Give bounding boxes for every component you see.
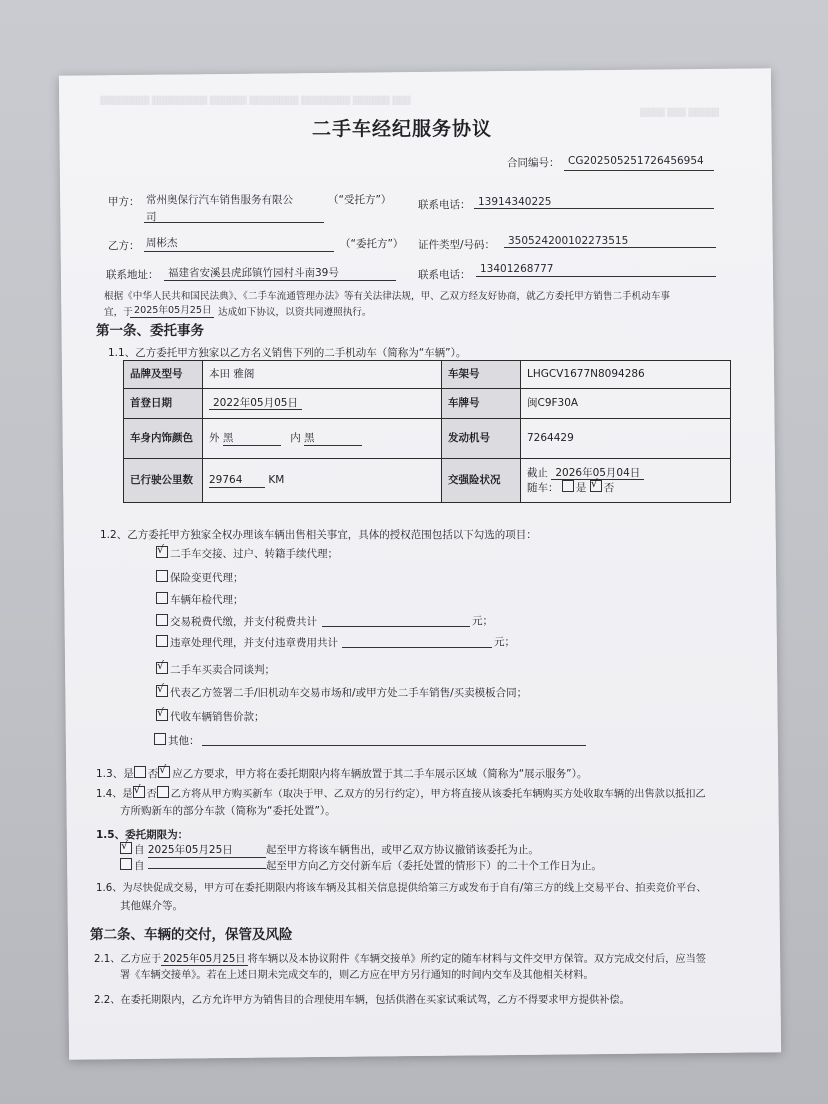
insurance-yes-label: 是 — [575, 481, 587, 494]
reg-date-label: 首登日期 — [124, 389, 203, 419]
auth-checkbox-6[interactable] — [156, 662, 168, 674]
clause-1-3-no-label: 否 — [147, 768, 159, 780]
party-b-address: 福建省安溪县虎邱镇竹园村斗南39号 — [168, 267, 339, 279]
party-a-phone-label: 联系电话： — [418, 199, 471, 211]
interior-value: 黑 — [304, 432, 362, 446]
auth-checkbox-4[interactable] — [156, 614, 168, 626]
auth-item-1-label: 二手车交接、过户、转籍手续代理； — [170, 548, 338, 560]
clause-1-1: 1.1、乙方委托甲方独家以乙方名义销售下列的二手机动车（简称为“车辆”）。 — [108, 347, 467, 359]
mileage-unit: KM — [268, 473, 285, 486]
auth-item-9 — [154, 733, 200, 748]
underline — [130, 317, 214, 318]
auth-item-4-label: 交易税费代缴，并支付税费共计 — [170, 616, 317, 628]
party-b-id-label: 证件类型/号码： — [418, 239, 496, 251]
term-option-1-text: 起至甲方将该车辆售出，或甲乙双方协议撤销该委托为止。 — [265, 844, 539, 856]
insurance-until-label: 截止 — [527, 466, 548, 479]
auth-checkbox-2[interactable] — [156, 570, 168, 582]
clause-1-4-yes-checkbox[interactable] — [133, 786, 145, 798]
intro-date: 2025年05月25日 — [134, 305, 212, 316]
auth-item-1 — [156, 546, 338, 561]
party-a-role: （“受托方”） — [328, 194, 392, 206]
clause-1-5-title: 1.5、委托期限为： — [96, 829, 189, 841]
contract-number: CG202505251726456954 — [568, 155, 704, 167]
brand-label: 品牌及型号 — [124, 361, 203, 389]
auth-item-6 — [156, 662, 275, 677]
color-cell — [203, 419, 442, 459]
term-option-2-pre: 自 — [134, 860, 145, 872]
mileage-label: 已行驶公里数 — [124, 459, 203, 503]
party-a-name-line2: 司 — [146, 211, 157, 223]
clause-2-1-line1-post: 将车辆以及本协议附件《车辆交接单》所约定的随车材料与文件交甲方保管。双方完成交付后，应当签 — [247, 954, 706, 965]
clause-1-4 — [96, 786, 706, 802]
intro-line1: 根据《中华人民共和国民法典》、《二手车流通管理办法》等有关法律法规，甲、乙双方经友好协商，就乙方委托甲方销售二手机动车事 — [104, 291, 671, 302]
exterior-label: 外 — [209, 431, 220, 444]
party-b-phone-label: 联系电话： — [418, 269, 471, 281]
page-title: 二手车经纪服务协议 — [312, 118, 493, 140]
clause-1-2-intro: 1.2、乙方委托甲方独家全权办理该车辆出售相关事宜，具体的授权范围包括以下勾选的项目： — [100, 529, 537, 541]
auth-item-2-label: 保险变更代理； — [170, 572, 244, 584]
reg-date-cell — [203, 389, 442, 419]
term-option-2-date-blank[interactable] — [148, 868, 266, 869]
party-b-address-label: 联系地址： — [106, 269, 159, 281]
auth-item-6-label: 二手车买卖合同谈判； — [170, 664, 275, 676]
auth-checkbox-7[interactable] — [156, 685, 168, 697]
section1-title: 第一条、委托事务 — [96, 323, 204, 339]
auth-item-3 — [156, 592, 244, 607]
clause-2-1-line2: 署《车辆交接单》。若在上述日期未完成交车的，则乙方应在甲方另行通知的时间内交车及其他相关材料。 — [120, 970, 594, 981]
term-option-2 — [120, 858, 602, 873]
clause-2-1-line1 — [94, 953, 706, 967]
underline — [504, 247, 716, 248]
term-option-2-checkbox[interactable] — [120, 858, 132, 870]
clause-1-6-line1: 1.6、为尽快促成交易，甲方可在委托期限内将该车辆及其相关信息提供给第三方或发布于自有/第三方的线上交易平台、拍卖竞价平台、 — [96, 883, 707, 894]
intro-line2-post: 达成如下协议，以资共同遵照执行。 — [218, 307, 372, 318]
clause-2-2: 2.2、在委托期限内，乙方允许甲方为销售目的合理使用车辆，包括供潜在买家试乘试驾，乙方不得要求甲方提供补偿。 — [94, 995, 630, 1006]
insurance-yes-checkbox[interactable] — [562, 480, 574, 492]
yuan-label: 元； — [472, 615, 493, 627]
intro-line2-pre: 宜，于 — [104, 307, 133, 318]
party-b-name: 周彬杰 — [146, 237, 178, 249]
vin-value: LHGCV1677N8094286 — [521, 361, 731, 389]
section2-title: 第二条、车辆的交付，保管及风险 — [90, 927, 293, 943]
auth-checkbox-9[interactable] — [154, 733, 166, 745]
underline — [202, 745, 586, 746]
underline — [564, 170, 714, 171]
contract-number-label: 合同编号： — [507, 157, 560, 169]
auth-item-4 — [156, 614, 317, 629]
underline — [476, 276, 716, 277]
auth-item-8-label: 代收车辆销售价款； — [170, 711, 265, 723]
auth-item-2 — [156, 570, 244, 585]
party-b-phone: 13401268777 — [480, 263, 554, 275]
clause-1-3-yes-label: 是 — [123, 768, 134, 780]
auth-item-9-label: 其他： — [168, 735, 200, 747]
underline — [144, 251, 334, 252]
clause-1-6-line2: 其他媒介等。 — [120, 900, 183, 912]
auth-checkbox-8[interactable] — [156, 709, 168, 721]
party-a-label: 甲方： — [108, 196, 140, 208]
vehicle-table — [123, 360, 731, 503]
clause-2-1-pre: 2.1、乙方应于 — [94, 954, 162, 965]
underline — [144, 222, 324, 223]
mileage-value: 29764 — [209, 474, 265, 488]
auth-item-3-label: 车辆年检代理； — [170, 594, 244, 606]
exterior-value: 黑 — [223, 432, 281, 446]
term-option-1 — [120, 842, 539, 858]
auth-item-7 — [156, 685, 527, 700]
clause-2-1-date: 2025年05月25日 — [163, 954, 246, 965]
engine-value: 7264429 — [521, 419, 731, 459]
auth-item-5 — [156, 635, 338, 650]
party-a-name-line1: 常州奥保行汽车销售服务有限公 — [146, 194, 293, 206]
party-b-id: 350524200102273515 — [508, 235, 629, 247]
plate-value: 闽C9F30A — [521, 389, 731, 419]
insurance-no-label: 否 — [603, 481, 615, 494]
underline — [474, 208, 714, 209]
underline — [164, 280, 396, 281]
clause-1-3-num: 1.3、 — [96, 768, 124, 780]
clause-1-4-num: 1.4、 — [96, 789, 123, 800]
insurance-cell — [521, 459, 731, 503]
yuan-label: 元； — [494, 636, 515, 648]
party-a-phone: 13914340225 — [478, 196, 552, 208]
auth-item-5-label: 违章处理代理，并支付违章费用共计 — [170, 637, 338, 649]
auth-item-7-label: 代表乙方签署二手/旧机动车交易市场和/或甲方处二手车销售/买卖模板合同； — [170, 687, 528, 699]
insurance-label: 交强险状况 — [442, 459, 521, 503]
insurance-no-checkbox[interactable] — [590, 480, 602, 492]
clause-1-3-text: 应乙方要求，甲方将在委托期限内将车辆放置于其二手车展示区域（简称为“展示服务”）。 — [172, 768, 588, 780]
party-b-role: （“委托方”） — [340, 238, 404, 250]
term-option-1-pre: 自 — [134, 844, 145, 856]
underline — [342, 647, 492, 648]
insurance-until-value: 2026年05月04日 — [551, 467, 644, 480]
auth-checkbox-3[interactable] — [156, 592, 168, 604]
vin-label: 车架号 — [442, 361, 521, 389]
term-option-2-text: 起至甲方向乙方交付新车后（委托处置的情形下）的二十个工作日为止。 — [265, 860, 602, 872]
reg-date-value: 2022年05月05日 — [209, 397, 302, 410]
plate-label: 车牌号 — [442, 389, 521, 419]
term-option-1-checkbox[interactable] — [120, 842, 132, 854]
clause-1-4-yes-label: 是 — [122, 789, 133, 800]
clause-1-4-line1: 乙方将从甲方购买新车（取决于甲、乙双方的另行约定），甲方将直接从该委托车辆购买方处收取车辆的出售款以抵扣乙 — [170, 789, 706, 800]
mileage-cell — [203, 459, 442, 503]
clause-1-3 — [96, 766, 587, 781]
auth-checkbox-5[interactable] — [156, 635, 168, 647]
ghost-text: ▓▓▓▓▓▓▓▓ ▓▓▓▓▓▓▓▓▓ ▓▓▓▓▓▓ ▓▓▓▓▓▓▓▓ ▓▓▓▓▓▓▓▓ ▓▓▓▓▓▓ ▓▓▓ — [100, 96, 411, 105]
clause-1-4-line2: 方所购新车的部分车款（简称为“委托处置”）。 — [120, 805, 336, 817]
interior-label: 内 — [290, 431, 301, 444]
clause-1-3-yes-checkbox[interactable] — [134, 766, 146, 778]
underline — [322, 626, 470, 627]
term-option-1-date: 2025年05月25日 — [148, 843, 266, 858]
clause-1-4-no-label: 否 — [146, 789, 157, 800]
auth-item-8 — [156, 709, 265, 724]
engine-label: 发动机号 — [442, 419, 521, 459]
color-label: 车身内饰颜色 — [124, 419, 203, 459]
party-b-label: 乙方： — [108, 240, 140, 252]
clause-1-4-no-checkbox[interactable] — [157, 786, 169, 798]
insurance-with-label: 随车： — [527, 481, 559, 494]
clause-1-3-no-checkbox[interactable] — [158, 766, 170, 778]
ghost-text: ▓▓▓▓ ▓▓▓ ▓▓▓▓▓ — [640, 108, 719, 117]
auth-checkbox-1[interactable] — [156, 546, 168, 558]
brand-value: 本田 雅阁 — [203, 361, 442, 389]
